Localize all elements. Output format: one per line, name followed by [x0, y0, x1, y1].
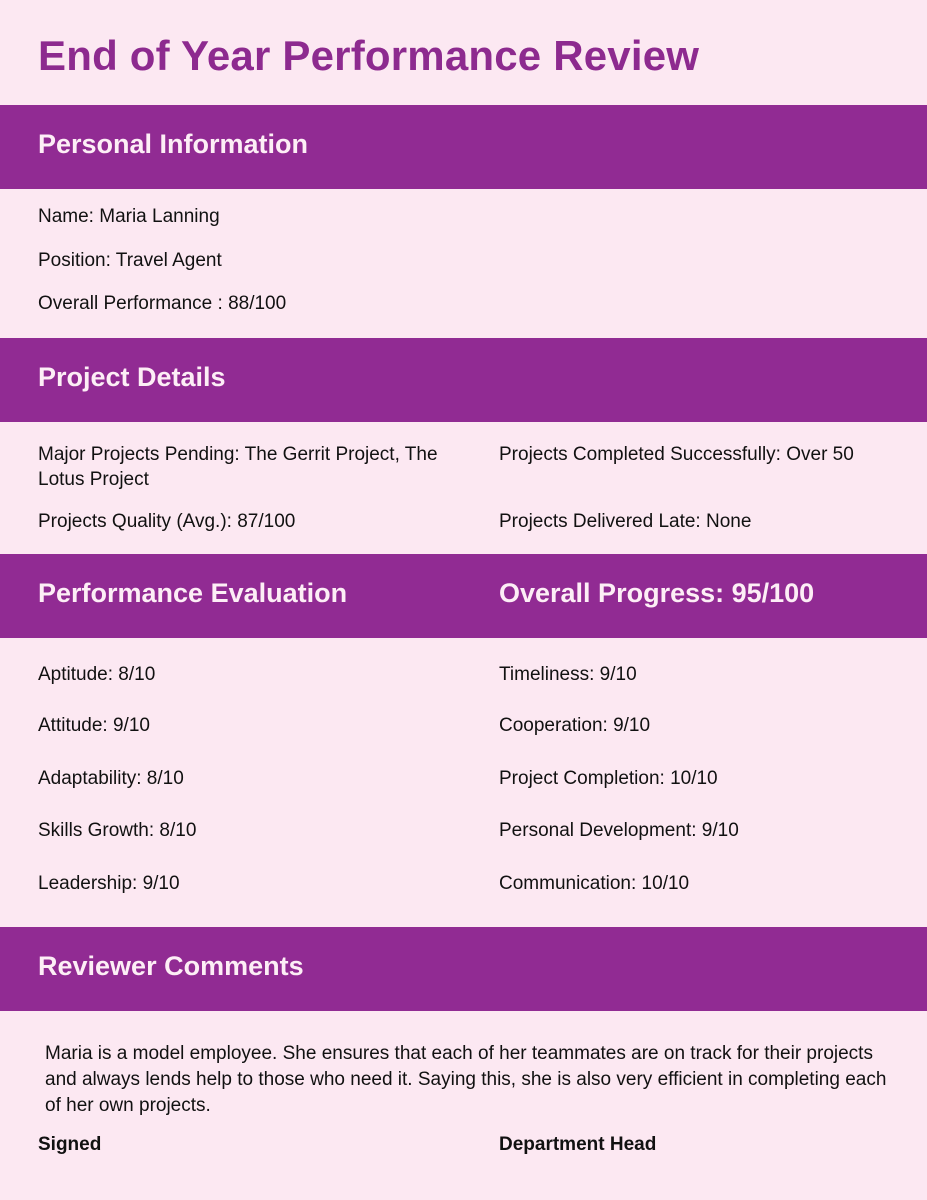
- reviewer-comments-header: [0, 927, 927, 1011]
- page-title: End of Year Performance Review: [38, 32, 700, 79]
- evaluation-item-timeliness: Timeliness: 9/10: [499, 664, 637, 685]
- overall-progress-heading: Overall Progress: 95/100: [499, 578, 815, 608]
- performance-evaluation-heading: Performance Evaluation: [38, 578, 348, 608]
- department-head-label: Department Head: [499, 1134, 657, 1155]
- reviewer-comments-heading: Reviewer Comments: [38, 951, 304, 981]
- signed-label: Signed: [38, 1134, 102, 1155]
- personal-information-heading: Personal Information: [38, 129, 309, 159]
- projects-completed: Projects Completed Successfully: Over 50: [499, 444, 854, 465]
- projects-late: Projects Delivered Late: None: [499, 511, 752, 532]
- evaluation-item-project-completion: Project Completion: 10/10: [499, 768, 718, 789]
- project-details-heading: Project Details: [38, 362, 226, 392]
- evaluation-item-communication: Communication: 10/10: [499, 873, 690, 894]
- performance-evaluation-header: [0, 554, 927, 638]
- personal-information-header: [0, 105, 927, 189]
- evaluation-item-personal-development: Personal Development: 9/10: [499, 820, 739, 841]
- reviewer-comment-text: Maria is a model employee. She ensures that each of her teammates are on track for their projects and always lends help to those who need it. Saying this, she is also very efficient in completing each of her own projects.: [45, 1043, 887, 1116]
- evaluation-item-cooperation: Cooperation: 9/10: [499, 715, 651, 736]
- evaluation-item-adaptability: Adaptability: 8/10: [38, 768, 184, 789]
- evaluation-item-leadership: Leadership: 9/10: [38, 873, 180, 894]
- evaluation-item-aptitude: Aptitude: 8/10: [38, 664, 156, 685]
- project-details-header: [0, 338, 927, 422]
- projects-quality: Projects Quality (Avg.): 87/100: [38, 511, 296, 532]
- employee-position: Position: Travel Agent: [38, 250, 222, 271]
- employee-name: Name: Maria Lanning: [38, 206, 220, 227]
- projects-pending: Major Projects Pending: The Gerrit Project, The Lotus Project: [38, 444, 438, 490]
- evaluation-item-skills-growth: Skills Growth: 8/10: [38, 820, 197, 841]
- evaluation-item-attitude: Attitude: 9/10: [38, 715, 150, 736]
- overall-performance: Overall Performance : 88/100: [38, 293, 287, 314]
